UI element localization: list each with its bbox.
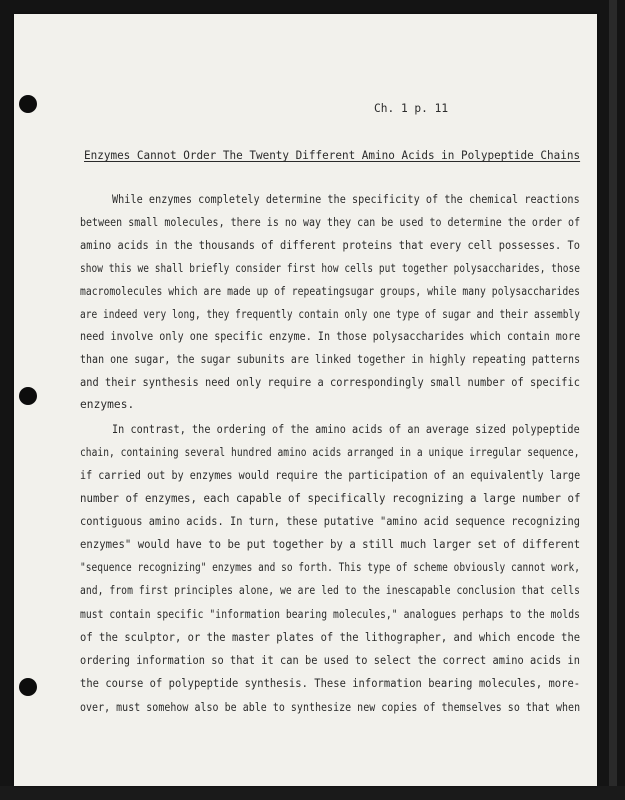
text-line: the course of polypeptide synthesis. These information bearing molecules, more- (80, 677, 581, 690)
text-line: While enzymes completely determine the specificity of the chemical reactions (112, 193, 580, 206)
text-line: are indeed very long, they frequently contain only one type of sugar and their assembly (80, 308, 581, 321)
text-line: "sequence recognizing" enzymes and so forth. This type of scheme obviously cannot work, (80, 561, 581, 574)
scan-edge-right (609, 0, 617, 800)
text-line: must contain specific "information bearing molecules," analogues perhaps to the molds (80, 608, 581, 621)
text-line: and their synthesis need only require a correspondingly small number of specific (80, 376, 580, 389)
text-line: over, must somehow also be able to synthesize new copies of themselves so that when (80, 701, 581, 714)
text-line: macromolecules which are made up of repeatingsugar groups, while many polysaccharides (80, 285, 581, 298)
text-line: chain, containing several hundred amino acids arranged in a unique irregular sequence, (80, 446, 580, 459)
text-line: between small molecules, there is no way they can be used to determine the order of (80, 216, 581, 229)
text-line: than one sugar, the sugar subunits are linked together in highly repeating patterns (80, 353, 581, 366)
text-line: show this we shall briefly consider first how cells put together polysaccharides, those (80, 262, 581, 275)
section-title: Enzymes Cannot Order The Twenty Different Amino Acids in Polypeptide Chains (84, 149, 581, 162)
text-line: ordering information so that it can be used to select the correct amino acids in (80, 654, 580, 667)
text-line: enzymes" would have to be put together by a still much larger set of different (80, 538, 581, 551)
text-line: of the sculptor, or the master plates of the lithographer, and which encode the (80, 631, 581, 644)
text-line: contiguous amino acids. In turn, these putative "amino acid sequence recognizing (80, 515, 580, 528)
page-header: Ch. 1 p. 11 (374, 102, 449, 115)
text-line: number of enzymes, each capable of specifically recognizing a large number of (80, 492, 581, 505)
text-line: In contrast, the ordering of the amino acids of an average sized polypeptide (112, 423, 580, 436)
text-line: amino acids in the thousands of different proteins that every cell possesses. To (80, 239, 580, 252)
punch-hole-bottom (19, 678, 37, 696)
punch-hole-middle (19, 387, 37, 405)
text-line: and, from first principles alone, we are led to the inescapable conclusion that cells (80, 584, 581, 597)
text-line: enzymes. (80, 398, 135, 411)
scan-edge-bottom (0, 786, 625, 800)
text-line: if carried out by enzymes would require the participation of an equivalently large (80, 469, 581, 482)
text-line: need involve only one specific enzyme. In those polysaccharides which contain more (80, 330, 581, 343)
punch-hole-top (19, 95, 37, 113)
